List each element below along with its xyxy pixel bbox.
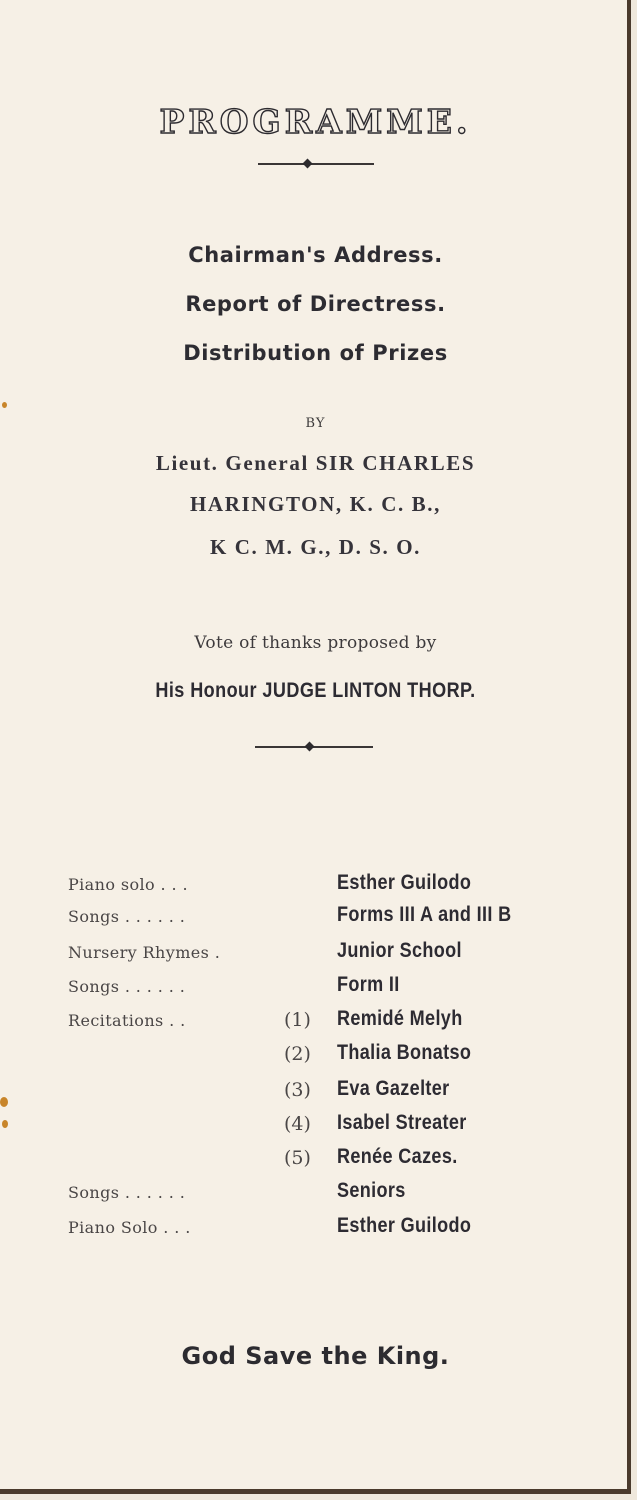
item-performer: Renée Cazes. (337, 1145, 458, 1168)
item-performer: Thalia Bonatso (337, 1041, 472, 1064)
presenter-line-2: HARINGTON, K. C. B., (190, 492, 441, 516)
programme-row (0, 1007, 631, 1037)
programme-row (0, 1145, 631, 1175)
item-name: Songs . . . . . . (68, 907, 186, 926)
divider-diamond-icon (303, 159, 313, 169)
item-performer: Eva Gazelter (337, 1077, 450, 1100)
item-performer: Isabel Streater (337, 1111, 467, 1134)
programme-row (0, 1214, 631, 1244)
item-performer: Forms III A and III B (337, 903, 512, 926)
item-number: (2) (284, 1043, 311, 1065)
by-label: BY (305, 416, 326, 431)
directress-report: Report of Directress. (185, 292, 446, 316)
programme-row (0, 939, 631, 969)
item-name: Songs . . . . . . (68, 977, 186, 996)
vote-of-thanks-person: His Honour JUDGE LINTON THORP. (155, 679, 476, 702)
programme-row (0, 973, 631, 1003)
item-number: (3) (284, 1079, 311, 1101)
item-performer: Seniors (337, 1179, 406, 1202)
programme-row (0, 903, 631, 933)
item-performer: Junior School (337, 939, 462, 962)
chairman-address: Chairman's Address. (188, 243, 443, 267)
programme-row (0, 1077, 631, 1107)
programme-row (0, 1041, 631, 1071)
presenter-line-1: Lieut. General SIR CHARLES (155, 451, 476, 475)
item-name: Songs . . . . . . (68, 1183, 186, 1202)
programme-title: PROGRAMME. (159, 102, 472, 141)
programme-row (0, 1111, 631, 1141)
programme-row (0, 871, 631, 901)
item-performer: Form II (337, 973, 400, 996)
divider-diamond-icon (305, 742, 315, 752)
item-performer: Remidé Melyh (337, 1007, 463, 1030)
vote-of-thanks-label: Vote of thanks proposed by (194, 633, 437, 653)
item-performer: Esther Guilodo (337, 871, 472, 894)
item-number: (1) (284, 1009, 311, 1031)
item-performer: Esther Guilodo (337, 1214, 472, 1237)
item-number: (5) (284, 1147, 311, 1169)
top-divider (258, 163, 374, 165)
presenter-line-3: K C. M. G., D. S. O. (209, 535, 422, 559)
item-name: Piano solo . . . (68, 875, 188, 894)
paper-stain (2, 402, 7, 408)
item-name: Recitations . . (68, 1011, 186, 1030)
closing-anthem: God Save the King. (181, 1342, 450, 1370)
prize-distribution: Distribution of Prizes (183, 341, 448, 365)
item-name: Nursery Rhymes . (68, 943, 221, 962)
programme-row (0, 1179, 631, 1209)
item-number: (4) (284, 1113, 311, 1135)
item-name: Piano Solo . . . (68, 1218, 191, 1237)
